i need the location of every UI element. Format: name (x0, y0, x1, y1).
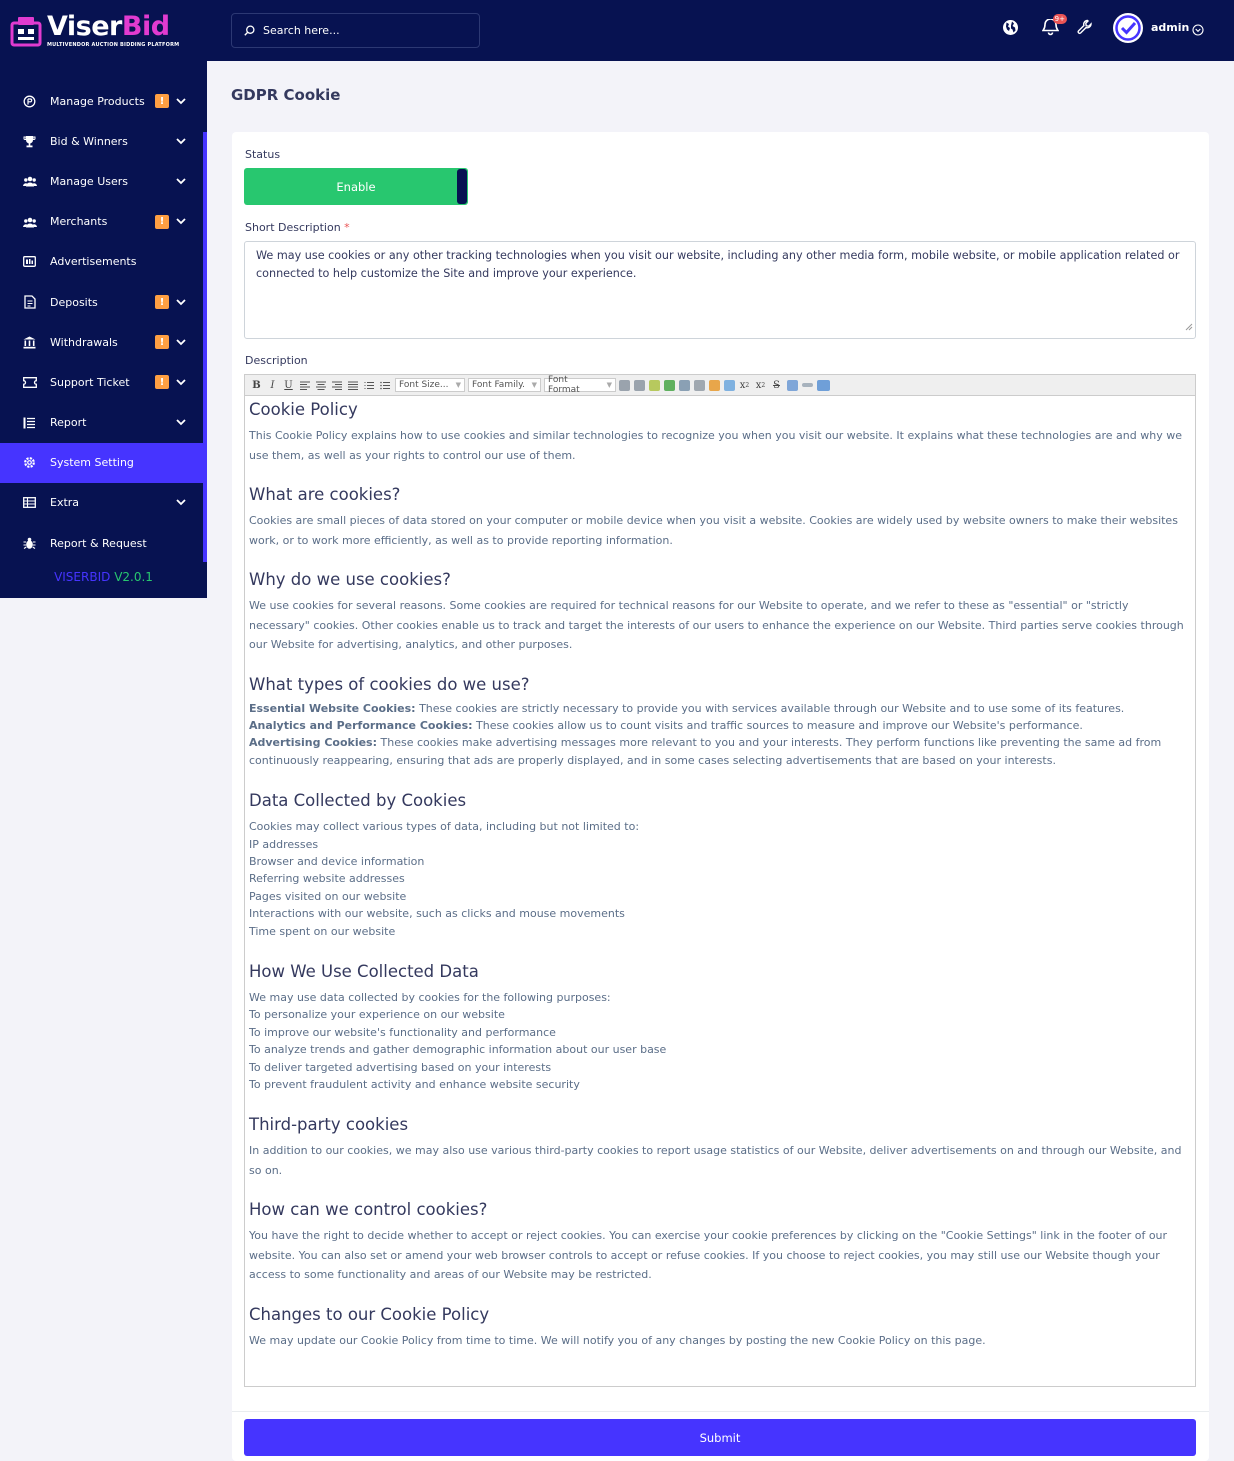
italic-button[interactable]: I (270, 379, 275, 391)
list-item: Browser and device information (249, 854, 425, 868)
section-text: In addition to our cookies, we may also use various third-party cookies to report usage statistics of our Website, deliver advertisements on and through our Website, and so on. (249, 1144, 1182, 1177)
sidebar-item-label: Report & Request (50, 536, 147, 550)
dropdown-arrow-icon: ▼ (606, 381, 612, 389)
bank-icon (22, 335, 37, 350)
sidebar-item-extra[interactable] (0, 483, 207, 523)
toggle-handle[interactable] (457, 169, 467, 204)
font-format-select-label: Font Format (548, 375, 580, 395)
editor-content[interactable] (245, 396, 1195, 1353)
avatar[interactable] (1113, 13, 1143, 43)
list-item: Interactions with our website, such as clicks and mouse movements (249, 907, 625, 921)
list-item: To deliver targeted advertising based on your interests (249, 1060, 552, 1074)
version-name: VISERBID (54, 570, 111, 584)
align-right-icon[interactable] (331, 380, 342, 391)
divider (232, 1411, 1209, 1412)
section-heading: Why do we use cookies? (249, 570, 451, 589)
sidebar-item-label: Advertisements (50, 255, 137, 269)
sidebar-item-label: Extra (50, 496, 80, 510)
users-icon (22, 174, 37, 189)
cookie-type-text: These cookies allow us to count visits and traffic sources to measure and improve our Website's performance. (472, 718, 1083, 732)
sidebar-item-label: Support Ticket (50, 375, 130, 389)
sidebar-item-report[interactable] (0, 403, 207, 443)
chevron-down-icon (175, 95, 187, 107)
strikethrough-button[interactable]: S (773, 379, 780, 391)
logo-name-part-a: Viser (47, 11, 122, 42)
sidebar-item-label: Deposits (50, 295, 98, 309)
sidebar-item-support-ticket[interactable] (0, 362, 207, 402)
align-center-icon[interactable] (315, 380, 326, 391)
list-item: Pages visited on our website (249, 889, 407, 903)
list-item: We may use data collected by cookies for the following purposes: (249, 990, 611, 1004)
list-item (249, 734, 1191, 769)
resize-handle-icon[interactable] (1185, 319, 1193, 337)
sidebar-item-label: Report (50, 416, 87, 430)
section-heading: How We Use Collected Data (249, 961, 479, 981)
data-collected-list (249, 818, 1191, 940)
section-heading: Third-party cookies (249, 1115, 409, 1135)
link-icon[interactable] (679, 380, 690, 391)
cookie-type-term: Analytics and Performance Cookies: (249, 718, 473, 732)
remove-format-icon[interactable] (787, 380, 798, 391)
dropdown-arrow-icon: ▼ (531, 381, 537, 389)
sidebar-item-bid-winners[interactable] (0, 121, 207, 161)
status-toggle[interactable] (244, 168, 468, 205)
page-title: GDPR Cookie (231, 86, 341, 104)
sidebar-item-label: Withdrawals (50, 335, 118, 349)
section-heading: Changes to our Cookie Policy (249, 1304, 490, 1324)
cookie-types-list (249, 700, 1191, 770)
section-text: We use cookies for several reasons. Some cookies are required for technical reasons for our Website to operate, and we refer to these as "essential" or "strictly necessary" cookies. Other cookies enable us to track and target the interests of our users to enhance the experience on our Website. Third parties serve cookies through our Website for advertising, analytics, and other purposes. (249, 599, 1184, 651)
emoji-icon[interactable] (709, 380, 720, 391)
status-label: Status (245, 148, 281, 161)
section-heading: What are cookies? (249, 485, 401, 504)
section-text: We may update our Cookie Policy from time to time. We will notify you of any changes by posting the new Cookie Policy on this page. (249, 1333, 986, 1347)
list-item: To improve our website's functionality and performance (249, 1025, 556, 1039)
table-icon[interactable] (664, 380, 675, 391)
sidebar-item-label: Manage Products (50, 94, 145, 108)
superscript-button[interactable]: x 2 (755, 379, 766, 391)
chevron-down-icon (175, 175, 187, 187)
ticket-icon (22, 375, 37, 390)
chevron-down-icon (175, 336, 187, 348)
logo-name-part-b: Bid (121, 11, 170, 42)
ad-icon (22, 254, 37, 269)
submit-button[interactable]: Submit (244, 1419, 1196, 1456)
chevron-down-icon (175, 135, 187, 147)
sidebar-item-advertisements[interactable] (0, 242, 207, 282)
section-heading: How can we control cookies? (249, 1200, 488, 1220)
chevron-down-circle-icon[interactable] (1192, 21, 1204, 40)
warning-badge: ! (155, 215, 169, 229)
sidebar-item-manage-users[interactable] (0, 161, 207, 201)
list-item: Time spent on our website (249, 924, 396, 938)
ordered-list-icon[interactable] (363, 380, 374, 391)
list-item: Referring website addresses (249, 872, 405, 886)
trophy-icon (22, 134, 37, 149)
logo-tagline: MULTIVENDOR AUCTION BIDDING PLATFORM (47, 42, 180, 48)
image-icon[interactable] (724, 380, 735, 391)
list-item: To analyze trends and gather demographic information about our user base (249, 1043, 667, 1057)
warning-badge: ! (155, 295, 169, 309)
section-text: This Cookie Policy explains how to use cookies and similar technologies to recognize you when you visit our website. It explains what these technologies are and why we use them, as well as your rights to control our use of them. (249, 429, 1182, 462)
sidebar-item-merchants[interactable] (0, 202, 207, 242)
sidebar-item-label: Merchants (50, 215, 108, 229)
sidebar-item-report-request[interactable] (0, 523, 207, 563)
required-mark: * (344, 221, 350, 234)
horizontal-rule-icon[interactable] (802, 383, 813, 387)
status-toggle-text: Enable (336, 179, 376, 194)
version-label (0, 570, 207, 584)
notification-badge: 9+ (1054, 15, 1065, 23)
deposit-icon (22, 295, 37, 310)
logo-icon (9, 14, 43, 48)
rich-text-editor[interactable] (244, 374, 1196, 1387)
edit-icon[interactable] (649, 380, 660, 391)
warning-badge: ! (155, 375, 169, 389)
dropdown-arrow-icon: ▼ (455, 381, 461, 389)
sidebar-menu (0, 81, 207, 563)
bug-icon (22, 536, 37, 551)
notification-bell-icon[interactable] (1040, 15, 1065, 37)
merchants-icon (22, 214, 37, 229)
outdent-icon[interactable] (634, 380, 645, 391)
html-source-icon[interactable] (817, 380, 830, 391)
sidebar-item-label: Bid & Winners (50, 134, 128, 148)
cookie-type-term: Advertising Cookies: (249, 736, 378, 750)
sidebar-item-system-setting[interactable] (0, 443, 207, 483)
warning-badge: ! (155, 94, 169, 108)
unlink-icon[interactable] (694, 380, 705, 391)
topbar (207, 0, 1234, 61)
editor-toolbar (245, 375, 1195, 396)
sidebar-item-deposits[interactable] (0, 282, 207, 322)
font-family-select[interactable] (468, 378, 541, 392)
list-item: To personalize your experience on our website (249, 1008, 505, 1022)
section-text: Cookies are small pieces of data stored on your computer or mobile device when you visit a website. Cookies are widely used by website owners to make their websites work, or to work more efficiently, as well as to provide reporting information. (249, 514, 1178, 547)
globe-icon[interactable] (1000, 17, 1020, 37)
font-size-select[interactable] (395, 378, 465, 392)
logo[interactable] (0, 0, 207, 61)
chevron-down-icon (175, 376, 187, 388)
align-left-icon[interactable] (299, 380, 310, 391)
version-number: V2.0.1 (114, 570, 153, 584)
wrench-icon[interactable] (1075, 17, 1095, 37)
search-icon (244, 21, 255, 40)
short-description-value: We may use cookies or any other tracking technologies when you visit our website, including any other media form, mobile website, or mobile application related or connected to help customize the Site and improve your experience. (256, 249, 1180, 280)
extra-icon (22, 495, 37, 510)
align-justify-icon[interactable] (347, 380, 358, 391)
chevron-down-icon (175, 216, 187, 228)
search-input[interactable] (263, 24, 463, 37)
list-item: IP addresses (249, 837, 319, 851)
chevron-down-icon (175, 417, 187, 429)
report-icon (22, 415, 37, 430)
short-description-label (245, 221, 350, 234)
chevron-down-icon (175, 296, 187, 308)
data-usage-list (249, 989, 1191, 1093)
gdpr-form-card (232, 132, 1209, 1461)
font-format-select[interactable] (544, 375, 616, 395)
sidebar-item-withdrawals[interactable] (0, 322, 207, 362)
bold-button[interactable]: B (252, 379, 261, 391)
cookie-type-term: Essential Website Cookies: (249, 701, 416, 715)
sidebar (0, 0, 207, 598)
warning-badge: ! (155, 335, 169, 349)
gear-icon (22, 455, 37, 470)
subscript-button[interactable]: x 2 (739, 379, 750, 391)
list-item (249, 700, 1191, 717)
section-heading: What types of cookies do we use? (249, 674, 530, 694)
underline-button[interactable]: U (284, 379, 293, 391)
font-family-select-label: Font Family. (472, 380, 525, 390)
search-box[interactable] (231, 13, 480, 48)
sidebar-item-manage-products[interactable] (0, 81, 207, 121)
cookie-type-text: These cookies are strictly necessary to provide you with services available through our Website and to use some of its features. (415, 701, 1125, 715)
list-item: To prevent fraudulent activity and enhance website security (249, 1078, 580, 1091)
product-icon (22, 94, 37, 109)
indent-icon[interactable] (619, 380, 630, 391)
admin-username[interactable]: admin (1151, 21, 1190, 34)
section-heading: Data Collected by Cookies (249, 791, 467, 811)
cookie-type-text: These cookies make advertising messages more relevant to you and your interests. They perform functions like preventing the same ad from continuously reappearing, ensuring that ads are properly displayed, and in some cases selecting advertisements that are based on your interests. (249, 736, 1162, 767)
font-size-select-label: Font Size... (399, 380, 449, 390)
section-text: You have the right to decide whether to accept or reject cookies. You can exercise your cookie preferences by clicking on the "Cookie Settings" link in the footer of our website. You can also set or amend your web browser controls to accept or refuse cookies. If you choose to reject cookies, you may still use our Website though your access to some functionality and areas of our Website may be restricted. (249, 1229, 1168, 1282)
chevron-down-icon (175, 497, 187, 509)
short-description-textarea[interactable] (244, 241, 1196, 339)
list-item: Cookies may collect various types of data, including but not limited to: (249, 820, 640, 834)
description-label: Description (245, 354, 308, 367)
list-item (249, 717, 1191, 734)
short-description-label-text: Short Description (245, 221, 341, 234)
unordered-list-icon[interactable] (379, 380, 390, 391)
sidebar-item-label: Manage Users (50, 174, 128, 188)
section-heading: Cookie Policy (249, 400, 358, 419)
sidebar-item-label: System Setting (50, 456, 134, 470)
